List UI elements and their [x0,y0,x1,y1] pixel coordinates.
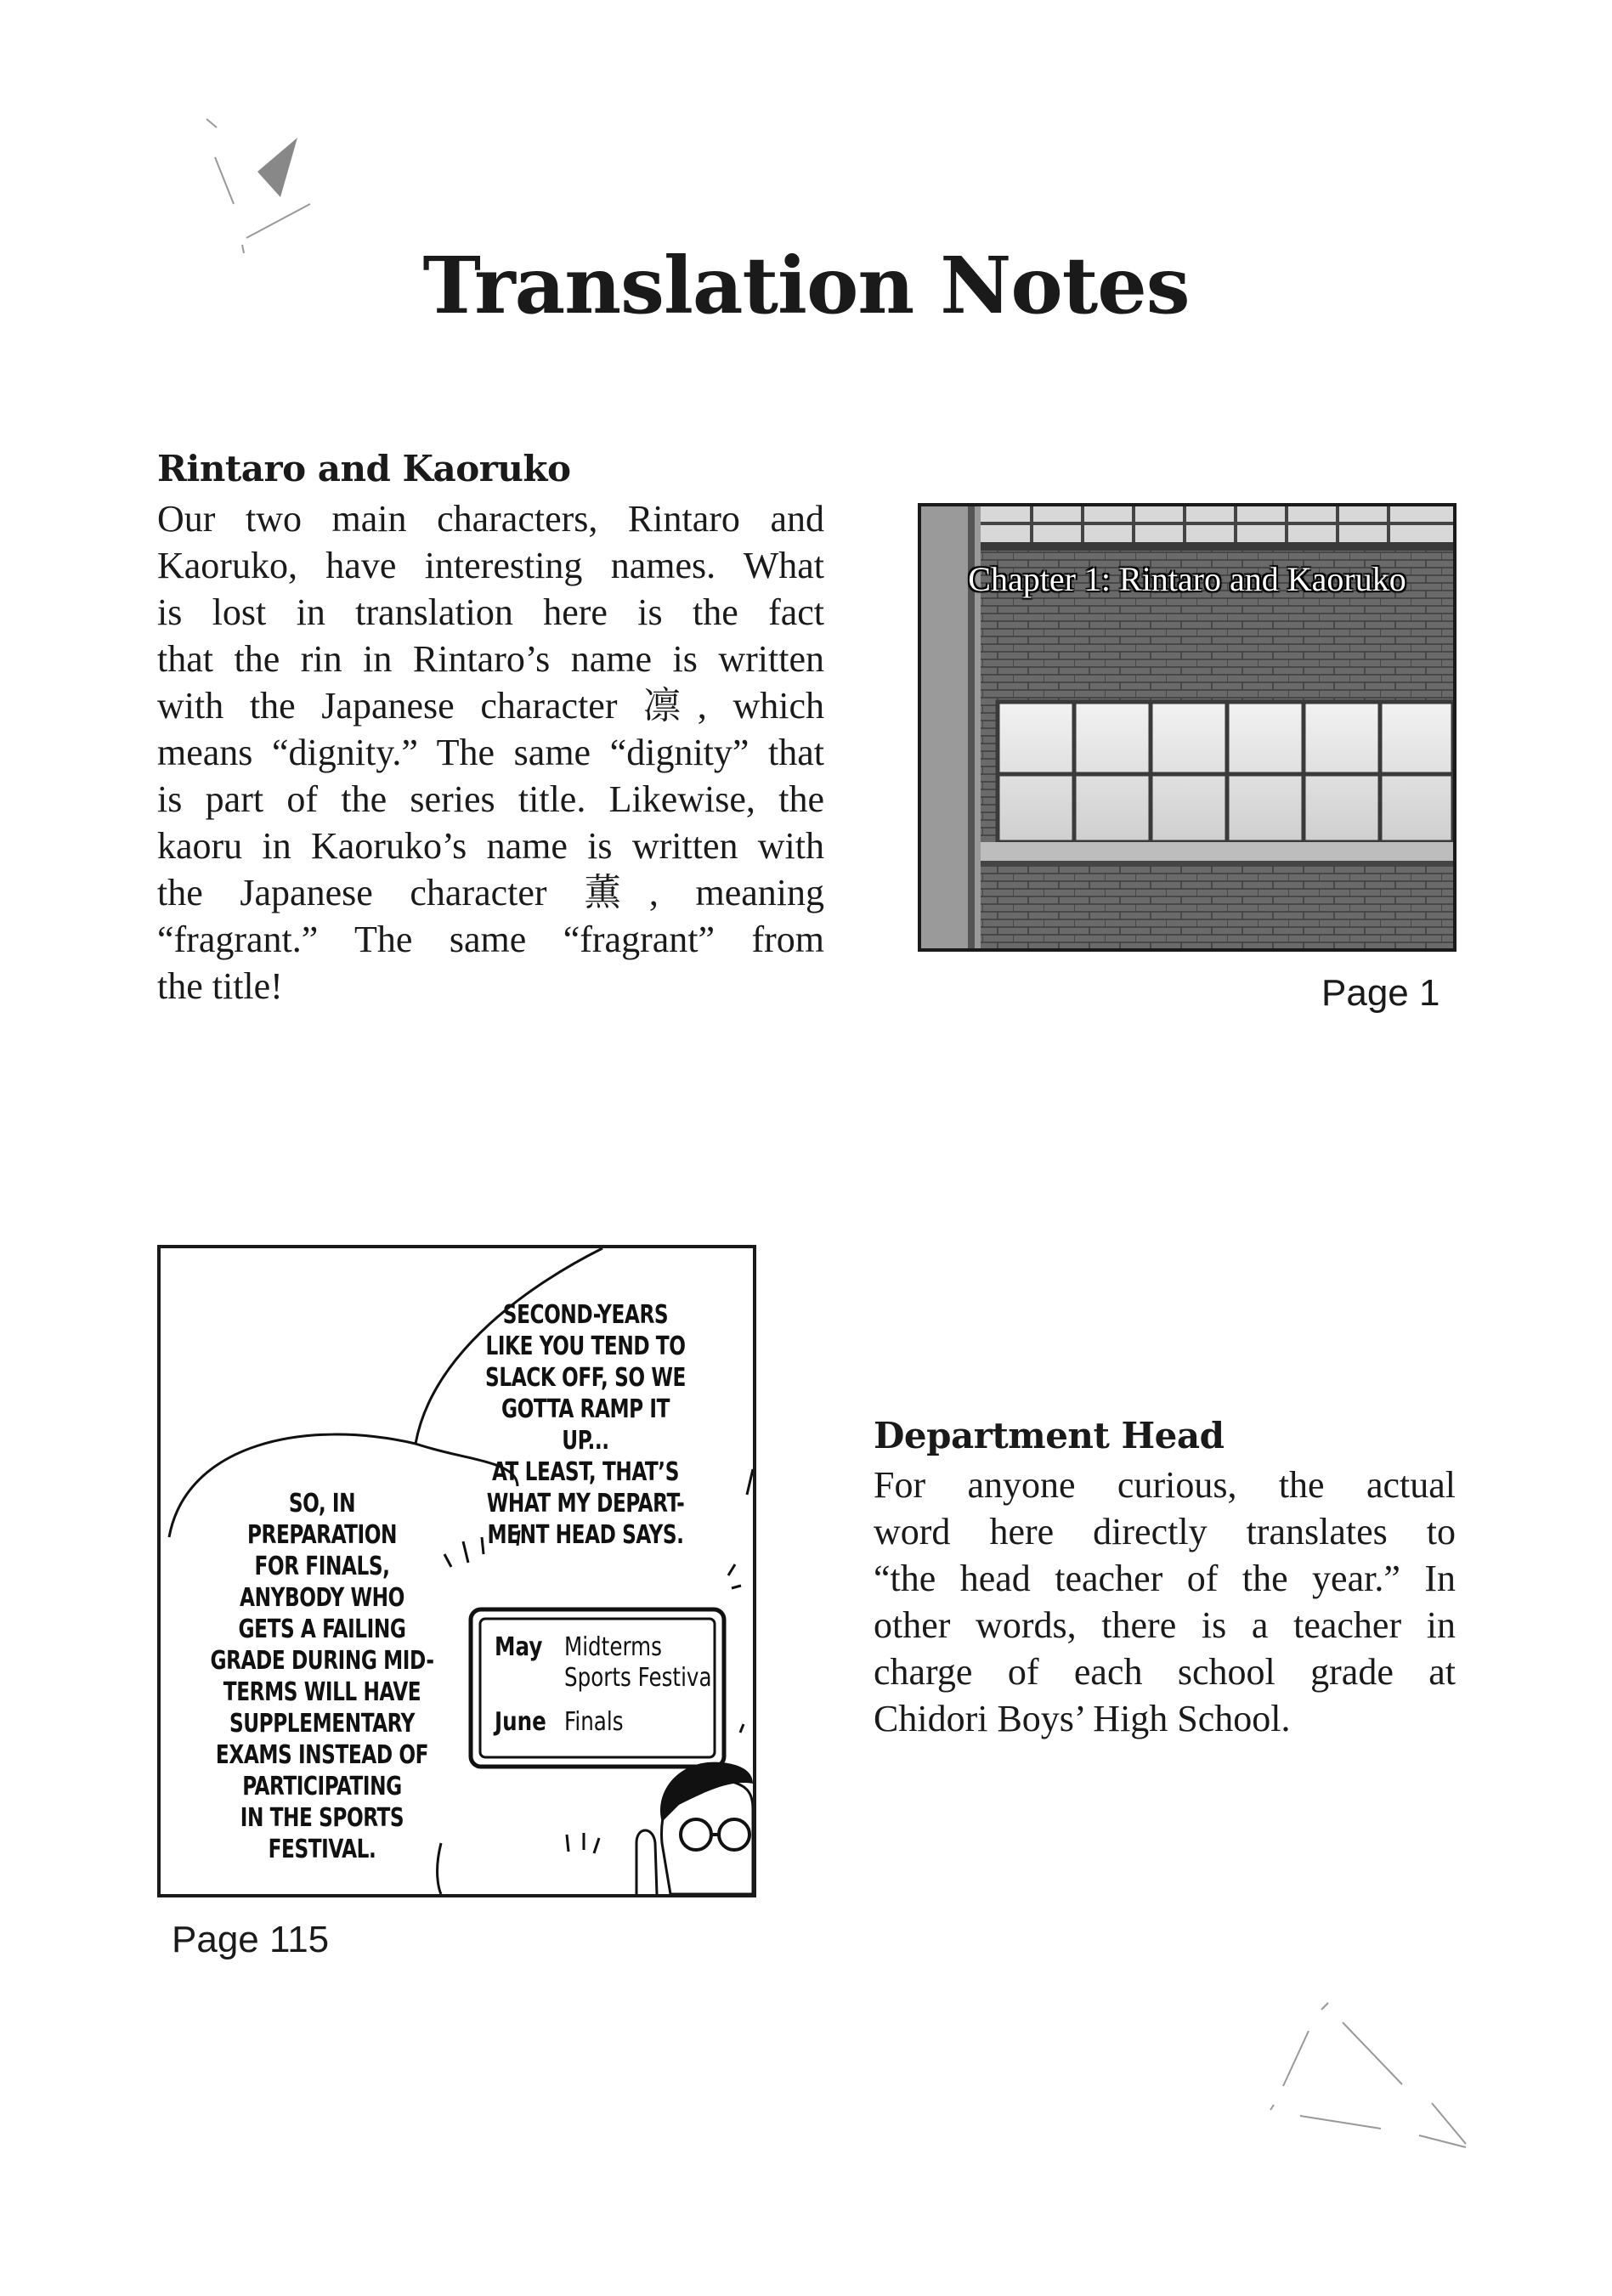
bubble-line: IN THE SPORTS [240,1803,404,1833]
schedule-may-event: Midterms [564,1632,662,1662]
bubble-line: SECOND-YEARS [502,1300,669,1330]
bubble-line: LIKE YOU TEND TO [485,1332,686,1361]
note-heading-rintaro-kaoruko: Rintaro and Kaoruko [157,448,571,489]
text-line: For anyone curious, the actual [874,1464,1456,1506]
bubble-line: GOTTA RAMP IT UP... [501,1394,670,1456]
bubble-line: FESTIVAL. [268,1835,376,1864]
bubble-line: GRADE DURING MID- [210,1646,434,1676]
schedule-june-label: June [495,1707,546,1737]
bubble-line: SLACK OFF, SO WE [485,1363,686,1393]
note-body-rintaro-kaoruko [157,495,824,1009]
decorative-triangle-bottom [1262,1993,1483,2163]
bubble-line: PARTICIPATING [242,1772,402,1801]
text-line: the Japanese character 薫, meaning [157,872,824,913]
text-line: charge of each school grade at [874,1651,1456,1693]
bubble-line: GETS A FAILING [238,1615,406,1644]
bubble-line: ANYBODY WHO [240,1583,404,1613]
speech-bubble-left [201,1488,443,1865]
bubble-line: FOR FINALS, [254,1552,390,1581]
character-head [636,1762,753,1894]
schedule-may-label: May [495,1632,543,1662]
note-body-department-head [874,1462,1456,1742]
bubble-line: TERMS WILL HAVE [223,1677,421,1707]
text-line: “fragrant.” The same “fragrant” from [157,919,824,960]
text-line: is lost in translation here is the fact [157,591,824,633]
text-line: Our two main characters, Rintaro and [157,498,824,540]
text-line: that the rin in Rintaro’s name is written [157,638,824,680]
speech-bubble-right [476,1299,695,1551]
text-line: other words, there is a teacher in [874,1604,1456,1646]
decorative-triangle-top [191,110,327,255]
page-title: Translation Notes [422,240,1190,331]
page-label-115: Page 115 [172,1919,330,1960]
chapter-caption: Chapter 1: Rintaro and Kaoruko [968,560,1406,598]
manga-panel-page-115 [157,1245,756,1897]
text-line: means “dignity.” The same “dignity” that [157,732,824,773]
text-line: is part of the series title. Likewise, the [157,778,824,820]
manga-panel-chapter-1 [918,503,1456,952]
bubble-line: MENT HEAD SAYS. [487,1520,684,1550]
bubble-line: PREPARATION [246,1520,398,1550]
text-line: kaoru in Kaoruko’s name is written with [157,825,824,867]
page-label-1: Page 1 [1321,972,1440,1014]
text-line: Kaoruko, have interesting names. What [157,545,824,586]
text-line: the title! [157,965,283,1007]
text-line: word here directly translates to [874,1511,1456,1552]
bubble-line: SO, IN [288,1489,356,1518]
text-line: “the head teacher of the year.” In [874,1558,1456,1599]
text-line: Chidori Boys’ High School. [874,1698,1291,1739]
bubble-line: SUPPLEMENTARY [229,1709,416,1739]
bubble-line: AT LEAST, THAT’S [492,1457,679,1487]
schedule-may-event: Sports Festival [564,1663,718,1693]
text-line: with the Japanese character 凛, which [157,685,824,727]
bubble-line: EXAMS INSTEAD OF [215,1740,429,1770]
bubble-line: WHAT MY DEPART- [486,1489,685,1518]
note-heading-department-head: Department Head [874,1415,1225,1456]
schedule-june-event: Finals [564,1707,624,1737]
